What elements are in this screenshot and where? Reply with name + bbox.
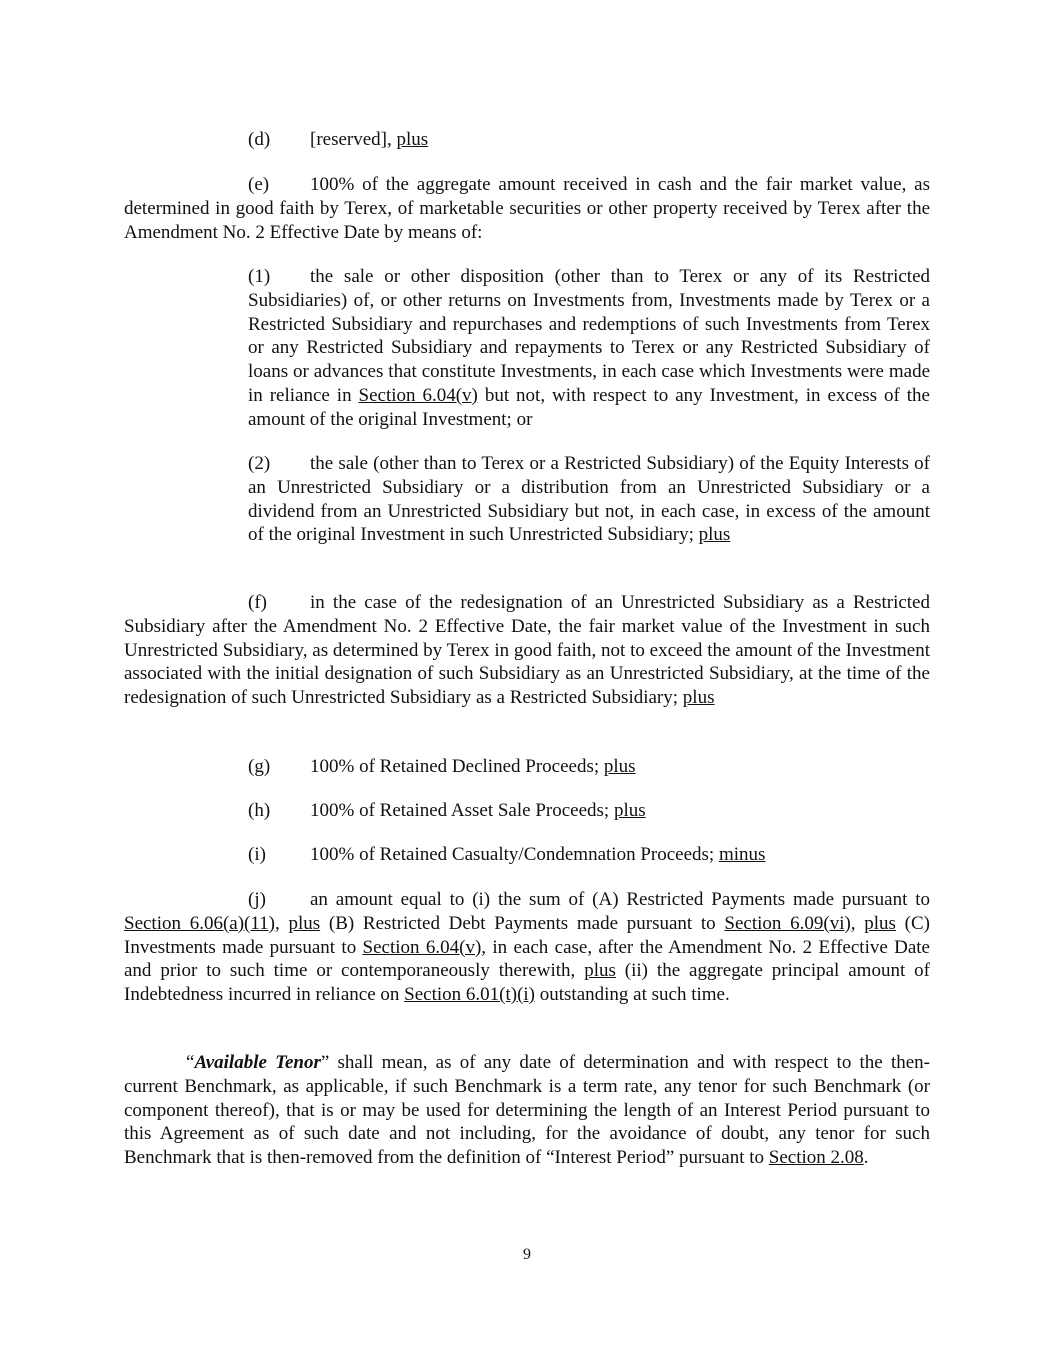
definition-text: shall mean, as of any date of determination and with respect to the then-current Benchmark, as applicable, if such Benchmark is a term rate, any tenor for such Benchmark (or component thereof), that is or may be used for determining the length of an Interest Period pursuant to this Agreement as of such date and not including, for the avoidance of doubt, any tenor for such Benchmark that is then-removed from the definition of “Interest Period” pursuant to xyxy=(124,1052,930,1169)
plus-link: plus xyxy=(864,912,896,934)
clause-text: the sale or other disposition (other than to Terex or any of its Restricted Subsidiaries) of, or other returns on Investments from, Investments made by Terex or a Restricted Subsidiary and repurchases and redemptions of such Investments from Terex or any Restricted Subsidiary and repayments to Terex or any Restricted Subsidiary of loans or advances that constitute Investments, in each case which Investments were made in reliance in xyxy=(248,266,930,406)
close-quote: ” xyxy=(320,1052,330,1073)
clause-label: (g) xyxy=(248,756,271,777)
section-reference: Section 6.09(vi) xyxy=(724,912,851,934)
clause-label: (j) xyxy=(248,889,266,910)
clause-text: , in each case, after the Amendment No. 2 Effective Date and prior to such time or contemporaneously therewith, xyxy=(124,936,930,982)
page-number: 9 xyxy=(523,1246,531,1263)
plus-link: plus xyxy=(288,912,321,934)
clause-text: , xyxy=(850,912,865,934)
plus-link: plus xyxy=(396,129,429,150)
document-page xyxy=(124,0,930,1365)
plus-link: plus xyxy=(682,687,715,709)
clause-text: (ii) the aggregate principal amount of Indebtedness incurred in reliance on xyxy=(124,960,930,1006)
clause-text: but not, with respect to any Investment, in excess of the amount of the original Investment; or xyxy=(248,384,930,430)
clause-label: (2) xyxy=(248,453,271,474)
clause-i xyxy=(248,843,930,867)
section-reference: Section 6.06(a)(11) xyxy=(124,912,275,934)
clause-text: (C) Investments made pursuant to xyxy=(124,912,930,958)
clause-text: the sale (other than to Terex or a Restricted Subsidiary) of the Equity Interests of an Unrestricted Subsidiary or a distribution from an Unrestricted Subsidiary or a dividend from an Unrestricted Subsidiary but not, in each case, in excess of the amount of the original Investment in such Unrestricted Subsidiary; xyxy=(248,453,930,546)
section-reference: Section 2.08 xyxy=(768,1147,864,1169)
clause-g xyxy=(248,755,930,779)
clause-text: 100% of Retained Casualty/Condemnation Proceeds; xyxy=(310,844,719,865)
plus-link: plus xyxy=(613,800,646,821)
definition-end: . xyxy=(863,1147,869,1169)
clause-text: outstanding at such time. xyxy=(535,984,730,1006)
clause-text: (B) Restricted Debt Payments made pursuant to xyxy=(320,912,725,934)
clause-text: an amount equal to (i) the sum of (A) Restricted Payments made pursuant to xyxy=(310,889,930,910)
section-reference: Section 6.04(v) xyxy=(358,384,478,406)
clause-label: (d) xyxy=(248,129,271,150)
clause-e-1 xyxy=(248,265,930,432)
plus-link: plus xyxy=(698,524,731,546)
clause-j xyxy=(124,888,930,1007)
definition-available-tenor xyxy=(124,1051,930,1170)
clause-label: (e) xyxy=(248,174,270,195)
minus-link: minus xyxy=(718,844,766,865)
clause-e-2 xyxy=(248,452,930,547)
section-reference: Section 6.01(t)(i) xyxy=(404,984,535,1006)
clause-label: (1) xyxy=(248,266,271,287)
plus-link: plus xyxy=(584,960,616,982)
clause-text: 100% of Retained Asset Sale Proceeds; xyxy=(310,800,614,821)
clause-label: (h) xyxy=(248,800,271,821)
clause-text: in the case of the redesignation of an Unrestricted Subsidiary as a Restricted Subsidiary after the Amendment No. 2 Effective Date, the fair market value of the Investment in such Unrestricted Subsidiary, as determined by Terex in good faith, not to exceed the amount of the Investment associated with the initial designation of such Subsidiary as an Unrestricted Subsidiary, at the time of the redesignation of such Unrestricted Subsidiary as a Restricted Subsidiary; xyxy=(124,592,930,709)
clause-d xyxy=(248,128,930,152)
plus-link: plus xyxy=(603,756,636,777)
section-reference: Section 6.04(v) xyxy=(362,936,482,958)
clause-label: (f) xyxy=(248,592,267,613)
clause-text: 100% of Retained Declined Proceeds; xyxy=(310,756,604,777)
clause-text: 100% of the aggregate amount received in cash and the fair market value, as determined in good faith by Terex, of marketable securities or other property received by Terex after the Amendment No. 2 Effective Date by means of: xyxy=(124,174,930,243)
clause-h xyxy=(248,799,930,823)
clause-f xyxy=(124,591,930,710)
open-quote: “ xyxy=(186,1052,195,1073)
clause-text: , xyxy=(275,912,289,934)
clause-text: [reserved], xyxy=(310,129,397,150)
clause-e xyxy=(124,173,930,244)
defined-term: Available Tenor xyxy=(194,1052,321,1073)
clause-label: (i) xyxy=(248,844,266,865)
